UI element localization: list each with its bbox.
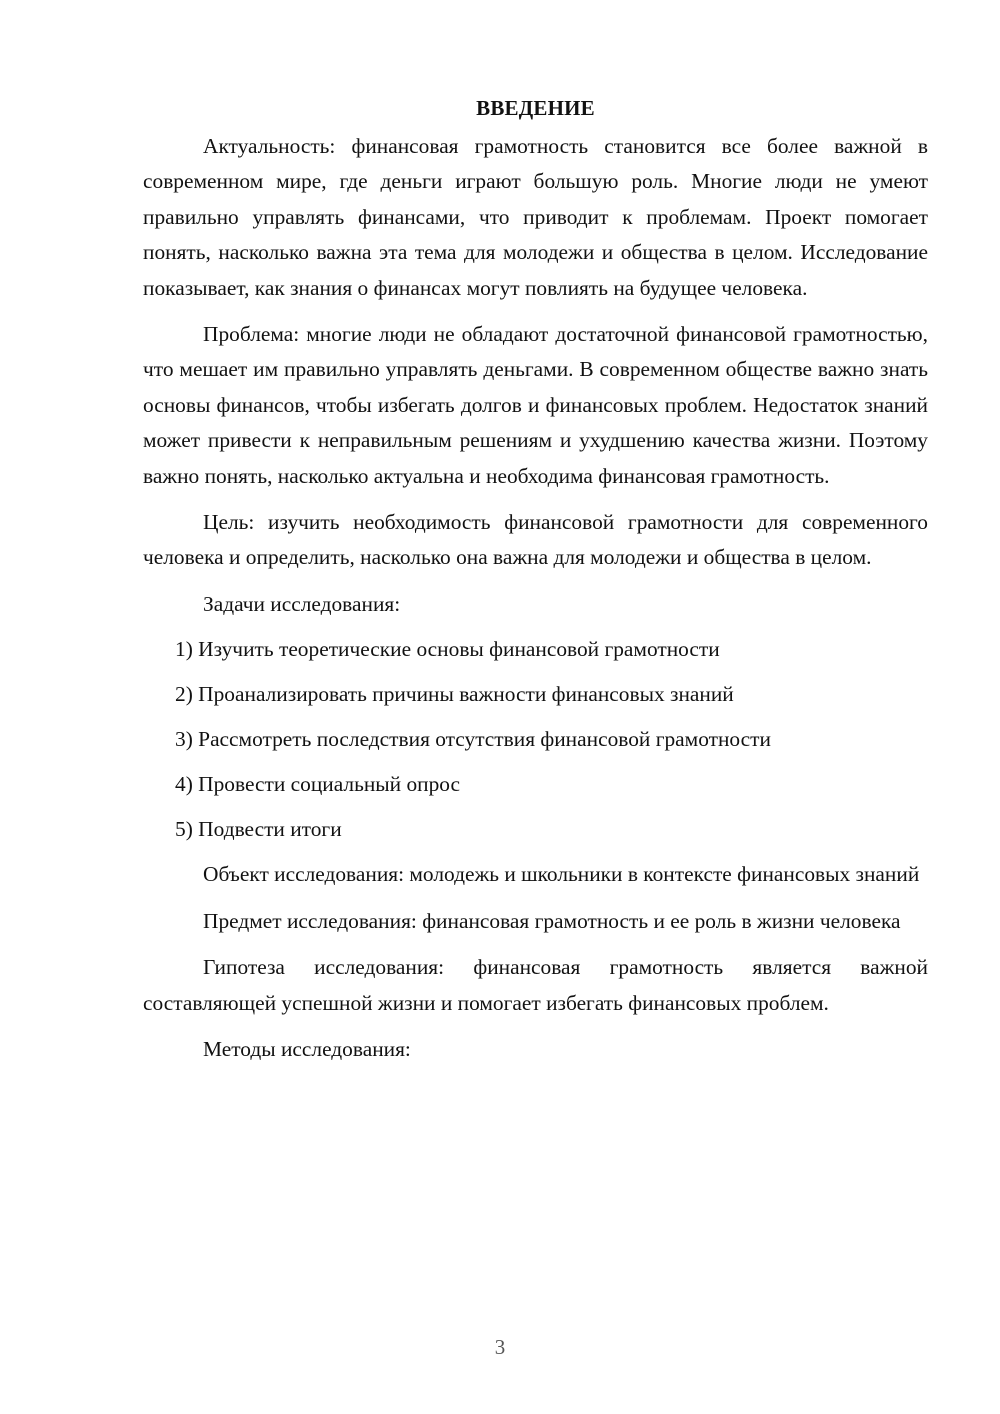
task-item: 1) Изучить теоретические основы финансовой грамотности xyxy=(175,637,720,662)
page-number: 3 xyxy=(494,1335,506,1359)
goal-paragraph: Цель: изучить необходимость финансовой грамотности для современного человека и определить, насколько она важна для молодежи и общества в целом. xyxy=(143,510,928,570)
subject-paragraph: Предмет исследования: финансовая грамотность и ее роль в жизни человека xyxy=(203,908,901,933)
tasks-list xyxy=(143,632,928,847)
page-content xyxy=(143,92,928,1077)
tasks-label: Задачи исследования: xyxy=(203,591,401,616)
task-item: 3) Рассмотреть последствия отсутствия финансовой грамотности xyxy=(175,727,771,752)
methods-label: Методы исследования: xyxy=(203,1036,411,1061)
section-heading: ВВЕДЕНИЕ xyxy=(476,96,595,120)
task-item: 4) Провести социальный опрос xyxy=(175,772,461,797)
task-item: 5) Подвести итоги xyxy=(175,817,342,842)
task-item: 2) Проанализировать причины важности финансовых знаний xyxy=(175,682,734,707)
hypothesis-paragraph: Гипотеза исследования: финансовая грамотность является важной составляющей успешной жизни и помогает избегать финансовых проблем. xyxy=(143,955,928,1015)
relevance-paragraph: Актуальность: финансовая грамотность становится все более важной в современном мире, где деньги играют большую роль. Многие люди не умеют правильно управлять финансами, что приводит к проблемам. Проект помогает понять, насколько важна эта тема для молодежи и общества в целом. Исследование показывает, как знания о финансах могут повлиять на будущее человека. xyxy=(143,134,928,300)
problem-paragraph: Проблема: многие люди не обладают достаточной финансовой грамотностью, что мешает им правильно управлять деньгами. В современном обществе важно знать основы финансов, чтобы избегать долгов и финансовых проблем. Недостаток знаний может привести к неправильным решениям и ухудшению качества жизни. Поэтому важно понять, насколько актуальна и необходима финансовая грамотность. xyxy=(143,322,928,488)
object-paragraph: Объект исследования: молодежь и школьники в контексте финансовых знаний xyxy=(203,862,920,887)
